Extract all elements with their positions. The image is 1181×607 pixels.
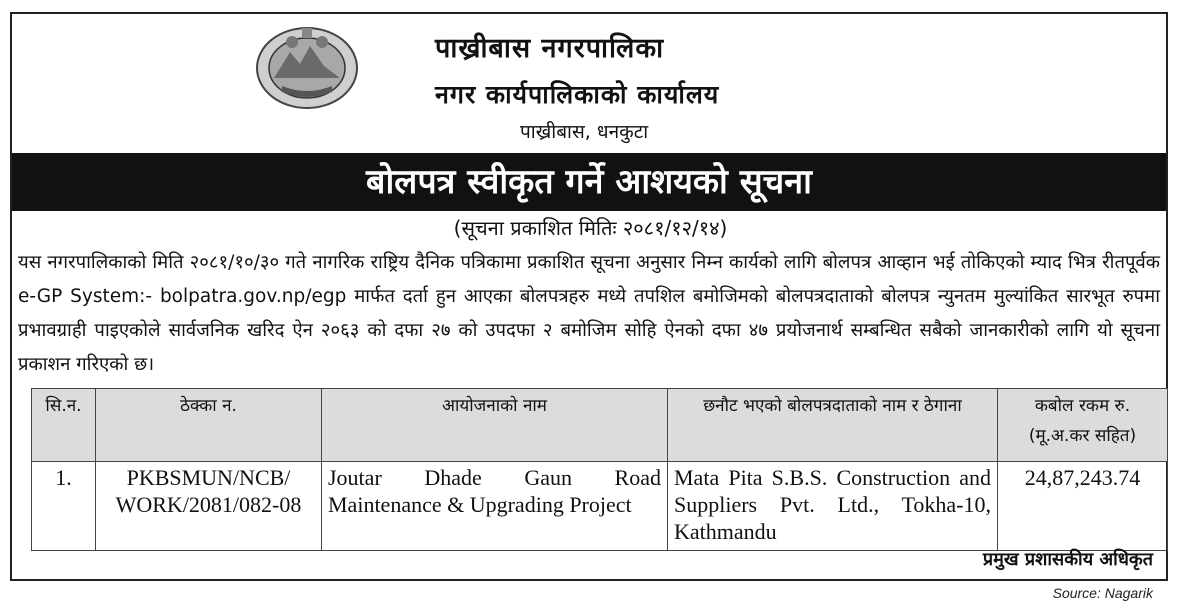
signatory: प्रमुख प्रशासकीय अधिकृत [982,549,1153,570]
notice-heading: बोलपत्र स्वीकृत गर्ने आशयको सूचना [12,153,1166,211]
cell-sn: 1. [32,462,96,551]
tender-table [31,388,1168,551]
table-row [32,462,1168,551]
office-address: पाख्रीबास, धनकुटा [520,121,649,143]
publication-date: (सूचना प्रकाशित मितिः २०८१/१२/१४) [453,216,728,240]
table-header-row [32,389,1168,462]
header-amount: कबोल रकम रु. (मू.अ.कर सहित) [998,389,1168,462]
cell-bidder: Mata Pita S.B.S. Construction and Suppliers Pvt. Ltd., Tokha-10, Kathmandu [668,462,998,551]
municipality-name: पाख्रीबास नगरपालिका [435,33,665,64]
header-bidder: छनौट भएको बोलपत्रदाताको नाम र ठेगाना [668,389,998,462]
source-credit: Source: Nagarik [1052,585,1153,601]
header-project-name: आयोजनाको नाम [322,389,668,462]
cell-amount: 24,87,243.74 [998,462,1168,551]
government-emblem-icon [252,20,362,112]
cell-contract-no: PKBSMUN/NCB/ WORK/2081/082-08 [96,462,322,551]
cell-project-name: Joutar Dhade Gaun Road Maintenance & Upgrading Project [322,462,668,551]
header-sn: सि.न. [32,389,96,462]
office-name: नगर कार्यपालिकाको कार्यालय [435,80,720,109]
notice-body: यस नगरपालिकाको मिति २०८१/१०/३० गते नागरिक राष्ट्रिय दैनिक पत्रिकामा प्रकाशित सूचना अनुसार निम्न कार्यको लागि बोलपत्र आव्हान भई तोकिएको म्याद भित्र रीतपूर्वक e-GP System:- bolpatra.gov.np/egp मार्फत दर्ता हुन आएका बोलपत्रहरु मध्ये तपशिल बमोजिमको बोलपत्रदाताको बोलपत्र न्युनतम मुल्यांकित सारभूत रुपमा प्रभावग्राही पाइएकोले सार्वजनिक खरिद ऐन २०६३ को दफा २७ को उपदफा २ बमोजिम सोहि ऐनको दफा ४७ प्रयोजनार्थ सम्बन्धित सबैको जानकारीको लागि यो सूचना प्रकाशन गरिएको छ। [18,252,1160,375]
header-contract-no: ठेक्का न. [96,389,322,462]
